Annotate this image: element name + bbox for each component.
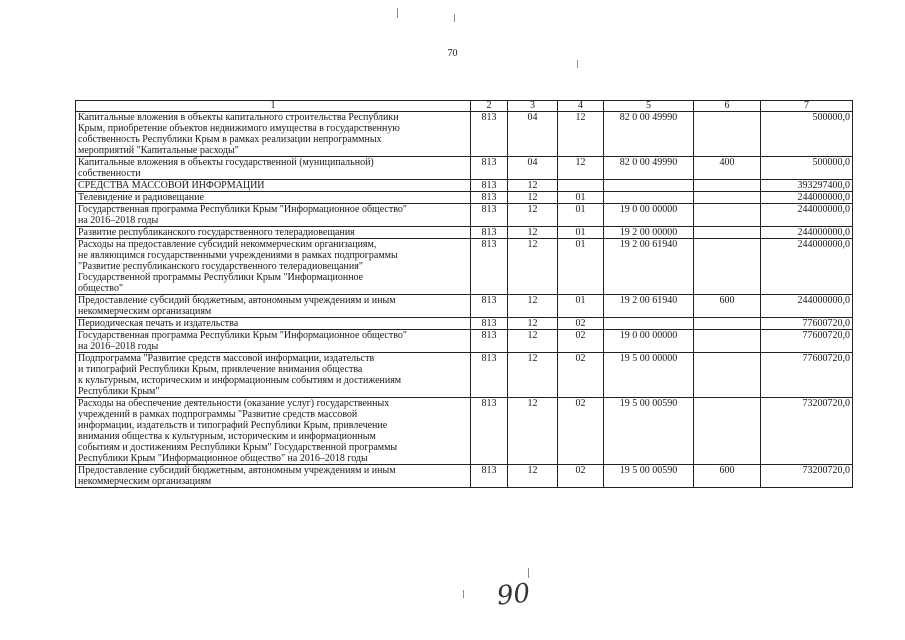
section-code: 12 bbox=[508, 318, 558, 330]
ministry-code: 813 bbox=[471, 157, 508, 180]
ministry-code: 813 bbox=[471, 465, 508, 488]
amount: 244000000,0 bbox=[761, 192, 853, 204]
target-article-code: 19 0 00 00000 bbox=[604, 204, 694, 227]
expense-type-code bbox=[694, 353, 761, 398]
row-name: Капитальные вложения в объекты капитального строительства Республики Крым, приобретение объектов недвижимого имущества в государственную собственность Республики Крым в рамках реализации непрограммных мероприятий "Капитальные расходы" bbox=[76, 112, 471, 157]
page-number: 70 bbox=[447, 48, 458, 59]
table-row bbox=[76, 330, 853, 353]
target-article-code: 19 2 00 61940 bbox=[604, 239, 694, 295]
expense-type-code bbox=[694, 180, 761, 192]
ministry-code: 813 bbox=[471, 239, 508, 295]
table-row bbox=[76, 398, 853, 465]
expense-type-code bbox=[694, 227, 761, 239]
section-code: 04 bbox=[508, 157, 558, 180]
target-article-code: 19 5 00 00000 bbox=[604, 353, 694, 398]
ministry-code: 813 bbox=[471, 398, 508, 465]
row-name: Телевидение и радиовещание bbox=[76, 192, 471, 204]
table-row bbox=[76, 318, 853, 330]
target-article-code bbox=[604, 180, 694, 192]
ministry-code: 813 bbox=[471, 353, 508, 398]
row-name: Расходы на предоставление субсидий некоммерческим организациям, не являющимся государственными учреждениями в рамках подпрограммы "Развитие республиканского государственного телерадиовещания" Государственной программы Республики Крым "Информационное общество" bbox=[76, 239, 471, 295]
amount: 77600720,0 bbox=[761, 330, 853, 353]
expense-type-code bbox=[694, 330, 761, 353]
header-cell: 3 bbox=[508, 101, 558, 112]
header-row bbox=[76, 101, 853, 112]
subsection-code: 12 bbox=[558, 157, 604, 180]
section-code: 12 bbox=[508, 204, 558, 227]
expense-type-code: 400 bbox=[694, 157, 761, 180]
row-name: Развитие республиканского государственного телерадиовещания bbox=[76, 227, 471, 239]
target-article-code: 19 2 00 00000 bbox=[604, 227, 694, 239]
expense-type-code bbox=[694, 318, 761, 330]
table-row bbox=[76, 192, 853, 204]
table-row bbox=[76, 353, 853, 398]
target-article-code: 82 0 00 49990 bbox=[604, 157, 694, 180]
section-code: 12 bbox=[508, 227, 558, 239]
section-code: 12 bbox=[508, 465, 558, 488]
subsection-code: 01 bbox=[558, 227, 604, 239]
subsection-code: 01 bbox=[558, 239, 604, 295]
budget-table bbox=[75, 100, 853, 488]
ministry-code: 813 bbox=[471, 112, 508, 157]
row-name: Капитальные вложения в объекты государственной (муниципальной) собственности bbox=[76, 157, 471, 180]
table-row bbox=[76, 239, 853, 295]
expense-type-code bbox=[694, 398, 761, 465]
amount: 73200720,0 bbox=[761, 398, 853, 465]
table-row bbox=[76, 204, 853, 227]
scan-artifact bbox=[577, 60, 578, 68]
header-cell: 5 bbox=[604, 101, 694, 112]
expense-type-code bbox=[694, 192, 761, 204]
subsection-code: 02 bbox=[558, 398, 604, 465]
scan-artifact bbox=[397, 8, 398, 18]
scan-artifact bbox=[528, 568, 529, 578]
target-article-code: 19 0 00 00000 bbox=[604, 330, 694, 353]
header-cell: 1 bbox=[76, 101, 471, 112]
section-code: 12 bbox=[508, 239, 558, 295]
table-row bbox=[76, 112, 853, 157]
target-article-code: 19 5 00 00590 bbox=[604, 465, 694, 488]
subsection-code: 01 bbox=[558, 204, 604, 227]
ministry-code: 813 bbox=[471, 330, 508, 353]
amount: 500000,0 bbox=[761, 112, 853, 157]
row-name: Расходы на обеспечение деятельности (оказание услуг) государственных учреждений в рамках подпрограммы "Развитие средств массовой информации, издательств и типографий Республики Крым, привлечение внимания общества к культурным, историческим и информационным событиям и достижениям Республики Крым" Государственной программы Республики Крым "Информационное общество" на 2016–2018 годы bbox=[76, 398, 471, 465]
amount: 77600720,0 bbox=[761, 318, 853, 330]
expense-type-code: 600 bbox=[694, 295, 761, 318]
table-row bbox=[76, 227, 853, 239]
expense-type-code bbox=[694, 239, 761, 295]
row-name: Предоставление субсидий бюджетным, автономным учреждениям и иным некоммерческим организациям bbox=[76, 295, 471, 318]
ministry-code: 813 bbox=[471, 180, 508, 192]
amount: 77600720,0 bbox=[761, 353, 853, 398]
amount: 244000000,0 bbox=[761, 295, 853, 318]
subsection-code bbox=[558, 180, 604, 192]
ministry-code: 813 bbox=[471, 295, 508, 318]
table-row bbox=[76, 465, 853, 488]
subsection-code: 02 bbox=[558, 330, 604, 353]
row-name: Подпрограмма "Развитие средств массовой информации, издательств и типографий Республики Крым, привлечение внимания общества к культурным, историческим и информационным событиям и достижениям Республики Крым" bbox=[76, 353, 471, 398]
header-cell: 4 bbox=[558, 101, 604, 112]
table-row bbox=[76, 180, 853, 192]
row-name: Государственная программа Республики Крым "Информационное общество" на 2016–2018 годы bbox=[76, 204, 471, 227]
amount: 244000000,0 bbox=[761, 227, 853, 239]
ministry-code: 813 bbox=[471, 204, 508, 227]
table-row bbox=[76, 295, 853, 318]
header-cell: 7 bbox=[761, 101, 853, 112]
section-code: 12 bbox=[508, 180, 558, 192]
header-cell: 6 bbox=[694, 101, 761, 112]
expense-type-code bbox=[694, 204, 761, 227]
amount: 244000000,0 bbox=[761, 204, 853, 227]
expense-type-code: 600 bbox=[694, 465, 761, 488]
target-article-code: 82 0 00 49990 bbox=[604, 112, 694, 157]
section-code: 12 bbox=[508, 295, 558, 318]
amount: 393297400,0 bbox=[761, 180, 853, 192]
amount: 73200720,0 bbox=[761, 465, 853, 488]
section-code: 12 bbox=[508, 192, 558, 204]
subsection-code: 02 bbox=[558, 465, 604, 488]
table-row bbox=[76, 157, 853, 180]
target-article-code bbox=[604, 318, 694, 330]
amount: 500000,0 bbox=[761, 157, 853, 180]
target-article-code bbox=[604, 192, 694, 204]
scan-artifact bbox=[454, 14, 455, 22]
section-code: 04 bbox=[508, 112, 558, 157]
scan-artifact bbox=[463, 590, 464, 598]
row-name: Периодическая печать и издательства bbox=[76, 318, 471, 330]
subsection-code: 01 bbox=[558, 192, 604, 204]
amount: 244000000,0 bbox=[761, 239, 853, 295]
expense-type-code bbox=[694, 112, 761, 157]
subsection-code: 02 bbox=[558, 318, 604, 330]
ministry-code: 813 bbox=[471, 318, 508, 330]
target-article-code: 19 2 00 61940 bbox=[604, 295, 694, 318]
target-article-code: 19 5 00 00590 bbox=[604, 398, 694, 465]
section-code: 12 bbox=[508, 353, 558, 398]
section-code: 12 bbox=[508, 398, 558, 465]
header-cell: 2 bbox=[471, 101, 508, 112]
section-code: 12 bbox=[508, 330, 558, 353]
handwritten-page-mark: 90 bbox=[495, 578, 532, 612]
subsection-code: 02 bbox=[558, 353, 604, 398]
ministry-code: 813 bbox=[471, 227, 508, 239]
row-name: Предоставление субсидий бюджетным, автономным учреждениям и иным некоммерческим организациям bbox=[76, 465, 471, 488]
subsection-code: 01 bbox=[558, 295, 604, 318]
subsection-code: 12 bbox=[558, 112, 604, 157]
ministry-code: 813 bbox=[471, 192, 508, 204]
row-name: СРЕДСТВА МАССОВОЙ ИНФОРМАЦИИ bbox=[76, 180, 471, 192]
row-name: Государственная программа Республики Крым "Информационное общество" на 2016–2018 годы bbox=[76, 330, 471, 353]
